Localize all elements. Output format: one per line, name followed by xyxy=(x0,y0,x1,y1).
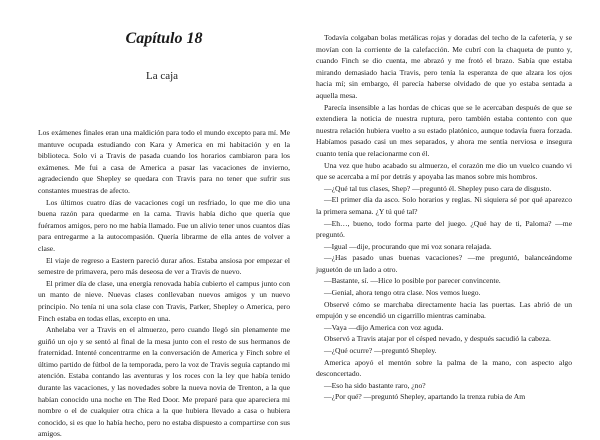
paragraph: —Igual —dije, procurando que mi voz sonara relajada. xyxy=(324,241,492,251)
paragraph: Los exámenes finales eran una maldición para todo el mundo excepto para mí. Me mantuve ocupada estudiando con Kara y America en mi habitación y en la biblioteca. Solo vi a Travis de pasada cuando los horarios cambiaron para los exámenes. Me fui a casa de America a pasar las vacaciones de invierno, agradeciendo que Shepley se quedara con Travis para no tener que sufrir sus constantes muestras de afecto. xyxy=(38,128,290,195)
paragraph: —Genial, ahora tengo otra clase. Nos vemos luego. xyxy=(324,288,481,298)
paragraph: Observó a Travis atajar por el césped nevado, y después sacudió la cabeza. xyxy=(324,334,551,344)
chapter-title: Capítulo 18 xyxy=(125,30,203,47)
paragraph: —Eso ha sido bastante raro, ¿no? xyxy=(324,380,426,390)
paragraph: —¿Por qué? —preguntó Shepley, apartando la trenza rubia de Am xyxy=(324,392,526,402)
paragraph: Observé cómo se marchaba directamente hacia las puertas. Las abrió de un empujón y se encendió un cigarrillo mientras caminaba. xyxy=(316,299,572,321)
left-page-body xyxy=(38,127,290,440)
paragraph: —¿Qué ocurre? —preguntó Shepley. xyxy=(324,346,437,356)
paragraph: —Eh…, bueno, todo forma parte del juego. ¿Qué hay de ti, Paloma? —me preguntó. xyxy=(316,218,572,240)
paragraph: —Vaya —dijo America con voz aguda. xyxy=(324,322,444,332)
paragraph: —¿Has pasado unas buenas vacaciones? —me preguntó, balanceándome juguetón de un lado a otro. xyxy=(316,253,572,274)
right-page-body xyxy=(316,32,572,403)
paragraph: Una vez que hubo acabado su almuerzo, el corazón me dio un vuelco cuando vi que se acercaba a mí por detrás y apoyaba las manos sobre mis hombros. xyxy=(316,160,572,182)
paragraph: Parecía insensible a las hordas de chicas que se le acercaban después de que se extendiera la noticia de nuestra ruptura, pero también estaba contento con que nuestra relación hubiera vuelto a su estado platónico, aunque todavía fuera forzada. Habíamos pasado casi un mes separados, y ahora me sentía nerviosa e insegura cuanto tenía que relacionarme con él. xyxy=(316,102,572,158)
paragraph: El primer día de clase, una energía renovada había cubierto el campus junto con un manto de nieve. Nuevas clases conllevaban nuevos amigos y un nuevo principio. No tenía ni una sola clase con Travis, Parker, Shepley o America, pero Finch estaba en todas ellas, excepto en una. xyxy=(38,278,290,323)
paragraph: Anhelaba ver a Travis en el almuerzo, pero cuando llegó sin plenamente me guiñó un ojo y se sentó al final de la mesa junto con el resto de sus hermanos de fraternidad. Intenté concentrarme en la conversación de America y Finch sobre el último partido de fútbol de la temporada, pero la voz de Travis seguía captando mi atención. Estaba contando las aventuras y los roces con la ley que había tenido durante las vacaciones, y las novedades sobre la nueva novia de Trenton, a la que habían conocido una noche en The Red Door. Me preparé para que apareciera mi nombre o el de cualquier otra chica a la que hubiera llevado a casa o hubiera conocido, si es que lo había hecho, pero no estaba dispuesto a compartirse con sus amigos. xyxy=(38,325,290,439)
paragraph: America apoyó el mentón sobre la palma de la mano, con aspecto algo desconcertado. xyxy=(316,357,572,379)
right-page xyxy=(300,0,600,428)
left-page xyxy=(0,0,300,439)
paragraph: Los últimos cuatro días de vacaciones cogí un resfriado, lo que me dio una buena razón para quedarme en la cama. Travis había dicho que quería que fuéramos amigos, pero no me había llamado. Fue un alivio tener unos cuantos días para entregarme a la autocompasión. Quería librarme de ella antes de volver a clase. xyxy=(38,197,290,253)
chapter-subtitle: La caja xyxy=(145,70,179,82)
paragraph: Todavía colgaban bolas metálicas rojas y doradas del techo de la cafetería, y se movían con la corriente de la calefacción. Me cubrí con la chaqueta de punto y, cuando Finch se dio cuenta, me abrazó y me frotó el brazo. Sabía que estaba mirando demasiado hacia Travis, pero tenía la esperanza de que alzara los ojos hacia mí; sin embargo, él parecía haberse olvidado de que yo estaba sentada a aquella mesa. xyxy=(316,33,572,100)
paragraph: —El primer día da asco. Solo horarios y reglas. Ni siquiera sé por qué aparezco la primera semana. ¿Y tú qué tal? xyxy=(316,195,572,216)
paragraph: El viaje de regreso a Eastern pareció durar años. Estaba ansiosa por empezar el semestre de primavera, pero más deseosa de ver a Travis de nuevo. xyxy=(38,255,290,277)
paragraph: —Bastante, sí. —Hice lo posible por parecer convincente. xyxy=(324,276,501,286)
paragraph: —¿Qué tal tus clases, Shep? —preguntó él. Shepley puso cara de disgusto. xyxy=(324,183,552,193)
